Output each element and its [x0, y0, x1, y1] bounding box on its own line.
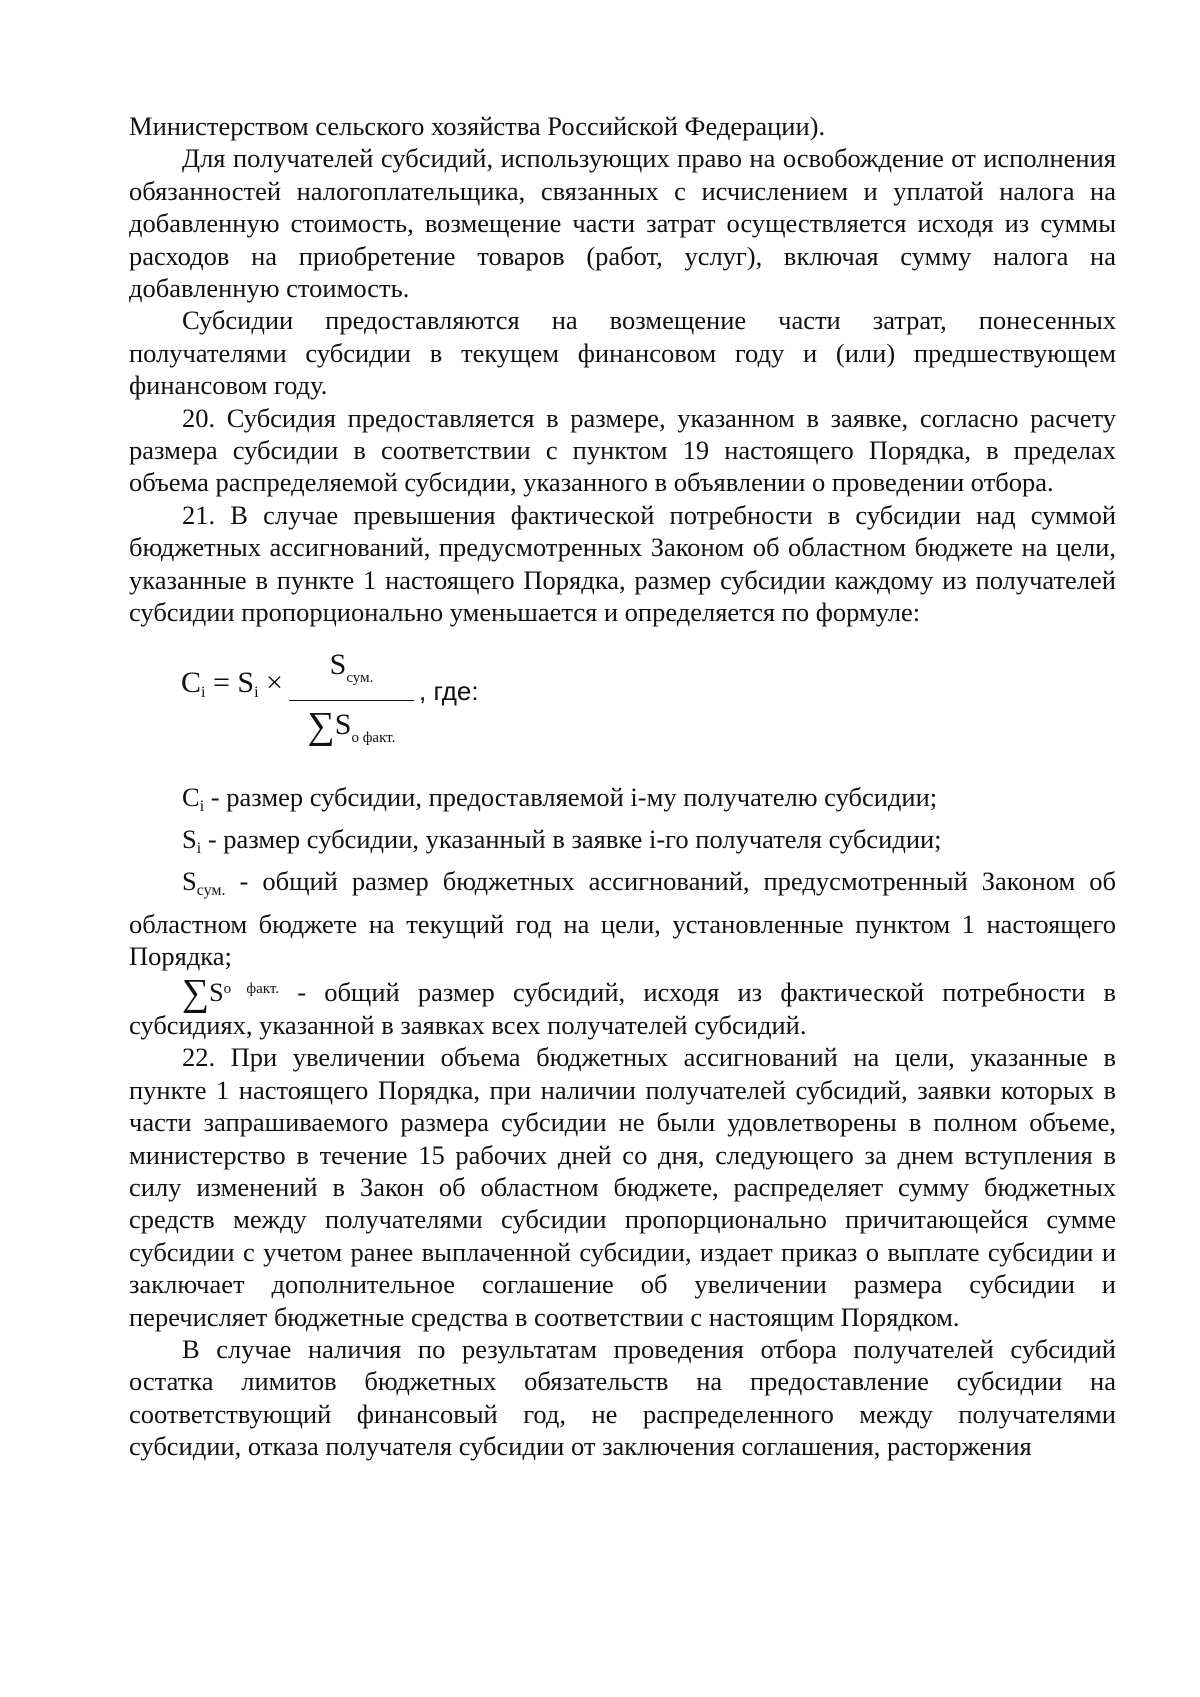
formula-eq-s: = S — [212, 665, 255, 699]
fraction-bar — [289, 700, 414, 701]
formula-fraction — [289, 645, 414, 758]
formula-where: , где: — [419, 675, 479, 706]
paragraph-21: 21. В случае превышения фактической потребности в субсидии над суммой бюджетных ассигнований, предусмотренных Законом об областном бюджете на цели, указанные в пункте 1 настоящего Порядка, размер субсидии каждому из получателей субсидии пропорционально уменьшается и определяется по формуле: — [129, 499, 1116, 628]
document-page — [129, 110, 1116, 1463]
formula-denominator: $\sum S_{о факт.}$ — [307, 704, 396, 747]
formula-times: × — [266, 665, 283, 699]
paragraph-vat: Для получателей субсидий, использующих право на освобождение от исполнения обязанностей налогоплательщика, связанных с исчислением и уплатой налога на добавленную стоимость, возмещение части затрат осуществляется исходя из суммы расходов на приобретение товаров (работ, услуг), включая сумму налога на добавленную стоимость. — [129, 143, 1116, 304]
formula-lhs — [181, 667, 283, 709]
formula-numerator: $S_{сум.}$ — [329, 647, 374, 686]
sigma-symbol: ∑ — [307, 704, 335, 747]
definition-si: $S_i$ - размер субсидии, указанный в заявке i-го получателя субсидии; — [182, 823, 942, 857]
paragraph-22: 22. При увеличении объема бюджетных ассигнований на цели, указанные в пункте 1 настоящего Порядка, при наличии получателей субсидий, заявки которых в части запрашиваемого размера субсидии не были удовлетворены в полном объеме, министерство в течение 15 рабочих дней со дня, следующего за днем вступления в силу изменений в Закон об областном бюджете, распределяет сумму бюджетных средств между получателями субсидии пропорционально причитающейся сумме субсидии с учетом ранее выплаченной субсидии, издает приказ о выплате субсидии и заключает дополнительное соглашение об увеличении размера субсидии и перечисляет бюджетные средства в соответствии с настоящим Порядком. — [129, 1042, 1116, 1332]
definition-ssum: $S_{сум.}$ - общий размер бюджетных ассигнований, предусмотренный Законом об областном бюджете на текущий год на цели, установленные пунктом 1 настоящего Порядка; — [129, 866, 1116, 972]
sigma-symbol: ∑ — [182, 971, 210, 1014]
subsidy-formula — [129, 645, 1116, 763]
formula-c-sub: i — [201, 683, 206, 701]
paragraph-20: 20. Субсидия предоставляется в размере, указанном в заявке, согласно расчету размера субсидии в соответствии с пунктом 19 настоящего Порядка, в пределах объема распределяемой субсидии, указанного в объявлении о проведении отбора. — [129, 402, 1116, 498]
formula-c: C — [181, 665, 202, 699]
definition-sfact: $\sum S^{о факт.}$ - общий размер субсидий, исходя из фактической потребности в субсидиях, указанной в заявках всех получателей субсидий. — [129, 971, 1116, 1040]
paragraph-remainder: В случае наличия по результатам проведения отбора получателей субсидий остатка лимитов бюджетных обязательств на предоставление субсидии на соответствующий финансовый год, не распределенного между получателями субсидии, отказа получателя субсидии от заключения соглашения, расторжения — [129, 1334, 1116, 1462]
paragraph-continuation: Министерством сельского хозяйства Российской Федерации). — [129, 111, 826, 141]
definition-ci: $C_i$ - размер субсидии, предоставляемой i-му получателю субсидии; — [182, 781, 938, 815]
paragraph-subsidies-costs: Субсидии предоставляются на возмещение части затрат, понесенных получателями субсидии в текущем финансовом году и (или) предшествующем финансовом году. — [129, 305, 1116, 401]
formula-s-sub: i — [254, 683, 259, 701]
